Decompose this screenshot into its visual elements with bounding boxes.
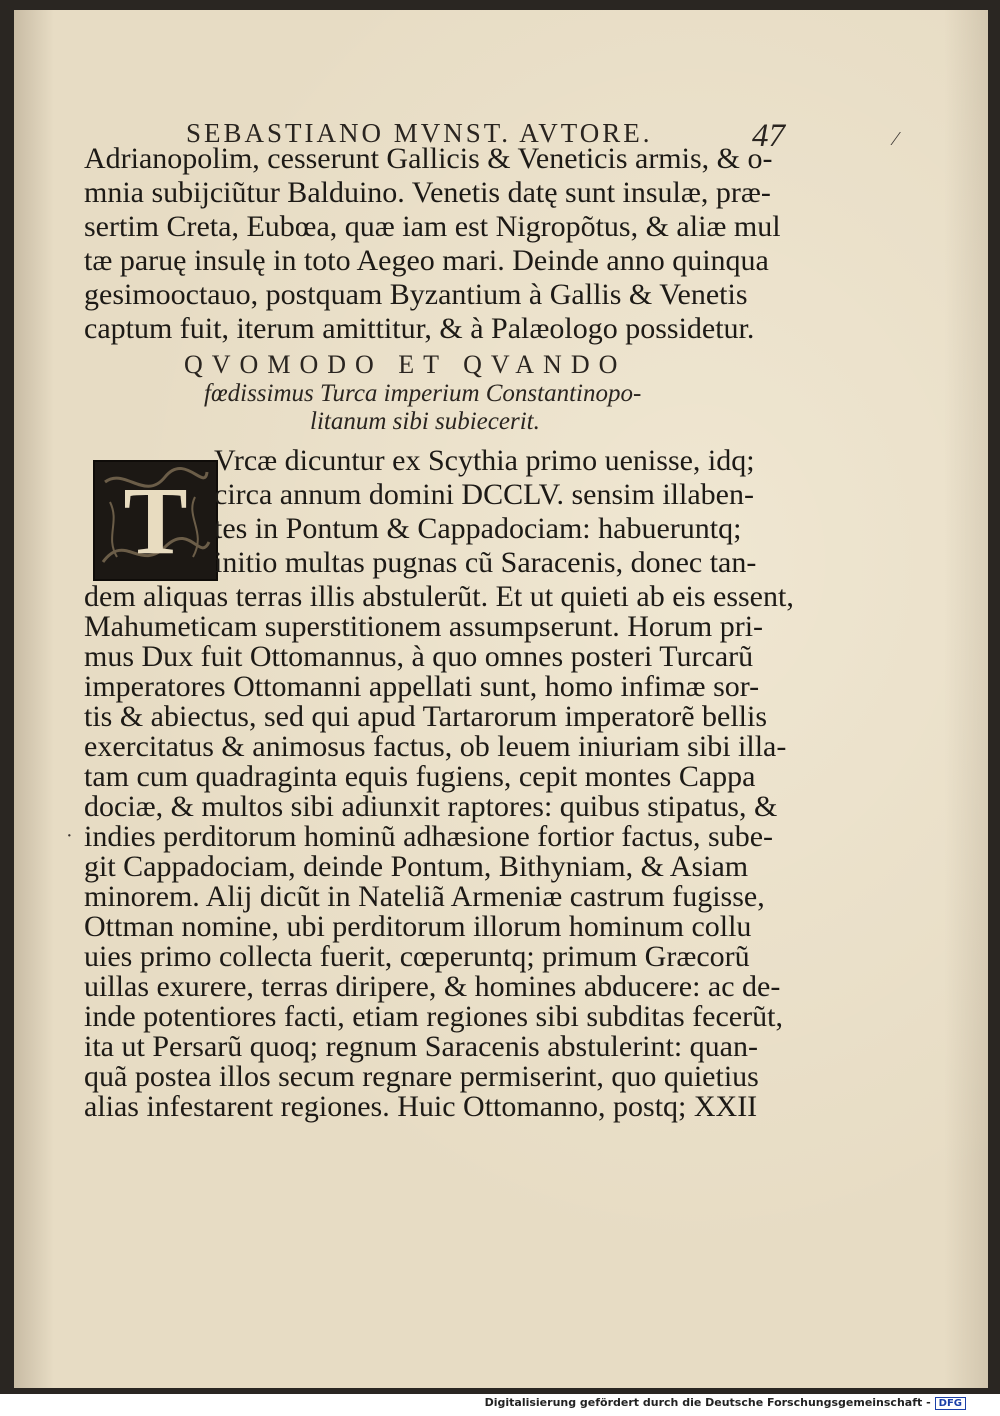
text-line: inde potentiores facti, etiam regiones sibi subditas fecerũt,: [84, 1000, 783, 1033]
text-line: minorem. Alij dicũt in Nateliã Armeniæ castrum fugisse,: [84, 880, 765, 913]
text-line: uies primo collecta fuerit, cœperuntq; primum Græcorũ: [84, 940, 750, 973]
book-page: [14, 10, 988, 1388]
text-line: indies perditorum hominũ adhæsione fortior factus, sube-: [84, 820, 774, 853]
section-heading-line: litanum sibi subiecerit.: [310, 408, 540, 435]
initial-letter: T: [123, 467, 188, 574]
text-line: Ottman nomine, ubi perditorum illorum hominum collu: [84, 910, 752, 943]
running-head: SEBASTIANO MVNST. AVTORE.: [186, 118, 653, 148]
text-line: captum fuit, iterum amittitur, & à Palæologo possidetur.: [84, 312, 755, 345]
text-line: Adrianopolim, cesserunt Gallicis & Veneticis armis, & o-: [84, 142, 773, 175]
text-line: uillas exurere, terras diripere, & homines abducere: ac de-: [84, 970, 781, 1003]
text-line: exercitatus & animosus factus, ob leuem iniuriam sibi illa-: [84, 730, 787, 763]
margin-dot-icon: ·: [66, 825, 73, 847]
margin-tick-icon: ⁄: [894, 128, 898, 150]
section-heading-caps: QVOMODO ET QVANDO: [184, 350, 627, 379]
text-line: mus Dux fuit Ottomannus, à quo omnes posteri Turcarũ: [84, 640, 754, 673]
digitization-credit: [485, 1396, 966, 1410]
text-line: tam cum quadraginta equis fugiens, cepit montes Cappa: [84, 760, 756, 793]
page-number: 47: [752, 118, 785, 154]
text-line: tis & abiectus, sed qui apud Tartarorum imperatorẽ bellis: [84, 700, 767, 733]
text-line: initio multas pugnas cũ Saracenis, donec tan-: [214, 546, 757, 579]
credit-text: Digitalisierung gefördert durch die Deutsche Forschungsgemeinschaft -: [484, 1396, 931, 1409]
text-line: dociæ, & multos sibi adiunxit raptores: quibus stipatus, &: [84, 790, 778, 823]
dfg-logo: DFG: [935, 1397, 966, 1410]
section-heading-line: fœdissimus Turca imperium Constantinopo-: [204, 380, 642, 407]
text-line: gesimooctauo, postquam Byzantium à Gallis & Venetis: [84, 278, 748, 311]
text-line: dem aliquas terras illis abstulerũt. Et ut quieti ab eis essent,: [84, 580, 794, 613]
text-line: Mahumeticam superstitionem assumpserunt. Horum pri-: [84, 610, 764, 643]
text-line: imperatores Ottomanni appellati sunt, homo infimæ sor-: [84, 670, 760, 703]
text-line: git Cappadociam, deinde Pontum, Bithyniam, & Asiam: [84, 850, 749, 883]
text-line: Vrcæ dicuntur ex Scythia primo uenisse, idq;: [214, 444, 755, 477]
decorated-initial: [93, 460, 218, 581]
text-line: ita ut Persarũ quoq; regnum Saracenis abstulerint: quan-: [84, 1030, 758, 1063]
text-line: tæ paruę insulę in toto Aegeo mari. Deinde anno quinqua: [84, 244, 769, 277]
text-line: circa annum domini DCCLV. sensim illaben-: [214, 478, 754, 511]
text-line: quã postea illos secum regnare permiserint, quo quietius: [84, 1060, 759, 1093]
text-line: tes in Pontum & Cappadociam: habueruntq;: [214, 512, 742, 545]
text-line: mnia subijciũtur Balduino. Venetis datę sunt insulæ, præ-: [84, 176, 771, 209]
text-line: sertim Creta, Eubœa, quæ iam est Nigropõtus, & aliæ mul: [84, 210, 781, 243]
text-line: alias infestarent regiones. Huic Ottomanno, postq; XXII: [84, 1090, 758, 1123]
